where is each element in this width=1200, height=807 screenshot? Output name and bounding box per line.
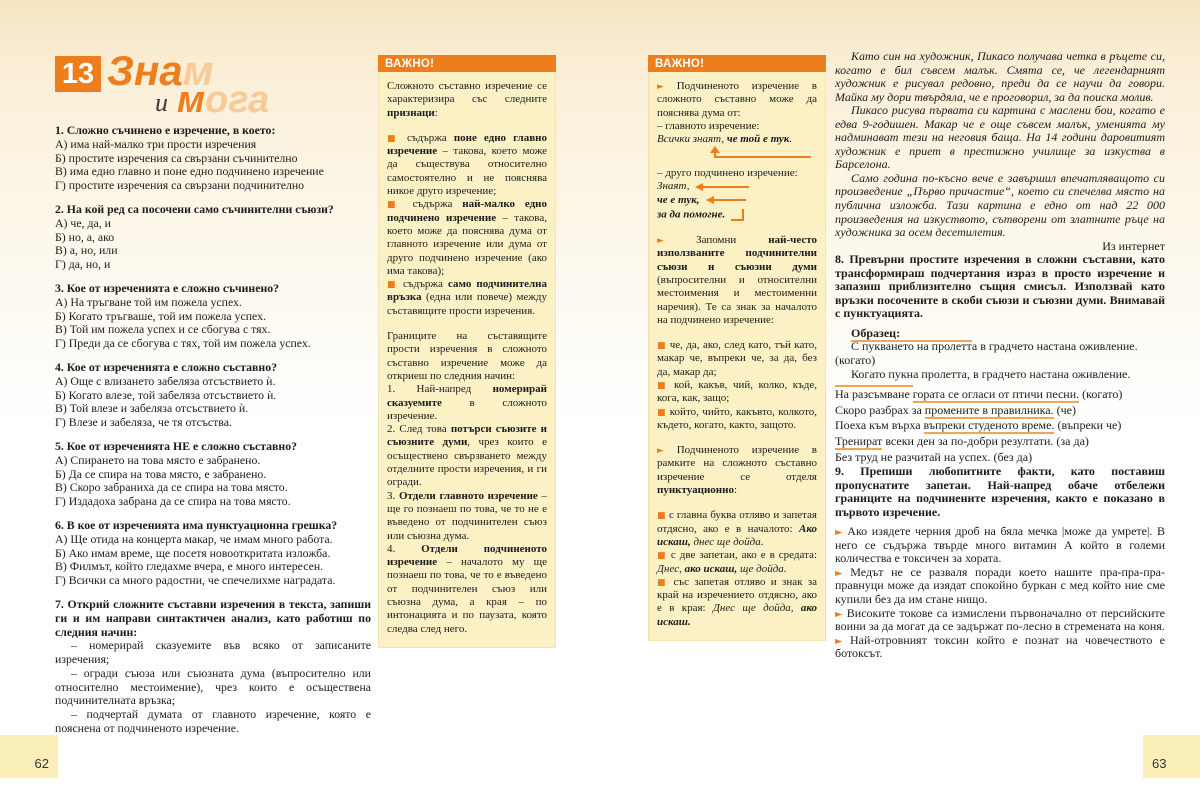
text-run: гората се огласи от птичи песни.	[912, 387, 1080, 402]
exercise-option: Б) Ако имам време, ще посетя новооткритата изложба.	[55, 545, 331, 560]
exercise-instruction-item: – номерирай сказуемите във всяко от записаните изречения;	[55, 638, 371, 667]
exercise-option: Г) простите изречения са свързани подчинително	[55, 178, 305, 193]
text-run: в сложното изречение.	[387, 396, 547, 422]
exercise-option: Г) Преди да се сбогува с тях, той им пожела успех.	[55, 336, 311, 351]
text-run: за да помогне.	[657, 208, 726, 221]
note-bullet	[657, 576, 817, 629]
text-run: че е тук,	[657, 193, 700, 206]
text-run: промените в правилника.	[924, 402, 1054, 417]
text-run: Подчиненото изречение в сложното съставно може да пояснява дума от:	[657, 80, 817, 119]
text-run: Медът не се разваля поради което нашите пра-пра-пра-правнуци може да изядат спокойно буркан с мед който ние сме купили без да им стане нищо.	[835, 564, 1165, 607]
example-clause-line	[657, 208, 817, 222]
exercise-option: Б) Да се спира на това място, е забранено.	[55, 466, 267, 481]
text-run: :	[733, 484, 738, 497]
text-run: (въпросителни и относителни местоимения и местоименни наречия). Те са знак за началото на подчинено изречение:	[657, 273, 817, 326]
exercise-option: А) че, да, и	[55, 215, 111, 230]
text-run: всеки ден за по-добри резултати. (за да)	[882, 433, 1089, 448]
note-paragraph	[657, 167, 817, 180]
example-sentence	[657, 133, 817, 147]
important-box-1	[378, 55, 556, 648]
exercise-1	[55, 124, 371, 193]
text-run: – такова, което може да съществува относително самостоятелно и не пояснява никое друго изречение;	[387, 145, 547, 198]
list-marker-icon: ■	[657, 380, 674, 391]
exercise-title: 3. Кое от изреченията е сложно съчинено?	[55, 280, 280, 295]
text-run: , чрез които е осъществено свързването между отделните прости изречения, и ги огради.	[387, 436, 547, 489]
list-marker-icon: ■	[657, 577, 674, 588]
exercise-instruction-item: – подчертай думата от главното изречение, която е пояснена от подчиненото изречение.	[55, 707, 371, 736]
important-box-body	[648, 72, 826, 641]
text-run: Отдели главното изречение	[398, 489, 538, 502]
text-run: (една или повече) между съставящите прости изречения.	[387, 291, 547, 317]
exercise-6	[55, 519, 371, 588]
text-run: че, да, ако, след като, тъй като, макар че, въпреки че, за да, без да, макар да;	[657, 339, 817, 378]
list-marker-icon: ■	[657, 407, 670, 418]
exercise-option: В) а, но, или	[55, 243, 118, 258]
exercise-option: Г) да, но, и	[55, 257, 111, 272]
list-marker-icon: ►	[835, 527, 848, 539]
transform-sentence	[835, 450, 1165, 466]
text-run: че той е тук	[726, 133, 790, 146]
logo-text: Зна	[107, 47, 183, 94]
text-run: Високите токове са измислени първоначално от персийските воини за да могат да се задържат по-лесно в стремената на коня.	[835, 605, 1166, 634]
list-marker-icon: ■	[657, 511, 669, 522]
text-run: днес ще дойда.	[690, 535, 764, 548]
text-run: – началото му ще познаеш по това, че то е въведено от подчинителен съюз или съюзна дума, а края – по интонацията и по паузата, която следва след него.	[387, 556, 547, 635]
note-bullet	[657, 509, 817, 549]
logo-text: м	[182, 47, 214, 94]
note-paragraph	[657, 80, 817, 120]
transform-sentence	[835, 387, 1165, 403]
text-run: с главна буква отляво и запетая отдясно, ако е в началото:	[657, 509, 817, 535]
text-run: – главното изречение:	[657, 119, 760, 132]
exercise-option: Б) простите изречения са свързани съчинително	[55, 150, 298, 165]
exercise-3	[55, 282, 371, 351]
page-number-right: 63	[1143, 735, 1200, 778]
exercise-4	[55, 361, 371, 430]
reading-paragraph: Само година по-късно вече е завършил впечатляващото си произведение „Първо причастие“, което си спечелва място на публична изложба. Тази картина е едно от над 22 000 произведения на изкуството, сътворени от златните ръце на художника за осем десетилетия.	[835, 170, 1165, 240]
text-run: пунктуационно	[657, 484, 734, 497]
note-bullet	[387, 278, 547, 318]
text-run: (когато)	[1079, 387, 1123, 402]
note-paragraph	[657, 120, 817, 133]
note-paragraph	[657, 234, 817, 327]
note-bullet	[657, 379, 817, 406]
important-box-header: ВАЖНО!	[378, 55, 556, 72]
list-marker-icon: ■	[657, 341, 670, 352]
text-run: На разсъмване	[835, 387, 913, 402]
exercise-instruction-item: – огради съюза или съюзната дума (въпросително или относително местоимение), чрез които е осъществена подчинителната връзка;	[55, 665, 371, 708]
example-clause	[657, 208, 725, 220]
logo-word-moga	[177, 78, 269, 122]
text-run: кой, какъв, чий, колко, къде, кога, как, защо;	[657, 378, 817, 405]
text-run: Ако изядете черния дроб на бяла мечка |може да умрете|. В него се съдържа твърде много витамин А който в големи количества е токсичен за хората.	[835, 524, 1165, 566]
logo-word-i: и	[155, 88, 168, 117]
text-run: Днес,	[657, 562, 685, 575]
text-run: Най-отровният токсин който е познат на човечеството е ботоксът.	[835, 632, 1165, 661]
exercise-title: 2. На кой ред са посочени само съчинителни съюзи?	[55, 201, 334, 216]
text-run: със запетая отляво и знак за край на изречението отдясно, ако е в края:	[657, 575, 817, 615]
fact-item	[835, 634, 1165, 661]
text-run: ще дойда.	[737, 562, 787, 575]
text-run: номерирай сказуемите	[387, 383, 547, 409]
text-run: 1. Най-напред	[387, 383, 493, 396]
exercise-option: В) Скоро забраниха да се спира на това място.	[55, 480, 288, 495]
important-box-body	[378, 72, 556, 648]
transform-sentence	[835, 418, 1165, 434]
text-run: – ще го познаеш по това, че то не е въведено от подчинителен съюз или съюзна дума.	[387, 489, 548, 542]
exercise-7	[55, 598, 371, 736]
list-marker-icon: ►	[835, 567, 851, 579]
page-number-left: 62	[0, 735, 58, 778]
fact-item	[835, 525, 1165, 566]
logo-text: ога	[205, 79, 270, 121]
sample-conjunction: (когато)	[835, 353, 876, 368]
text-run: Сложното съставно изречение се характеризира със следните	[387, 80, 547, 106]
transform-sentence	[835, 403, 1165, 419]
exercise-9-title: 9. Препиши любопитните факти, като поставиш пропуснатите запетаи. Най-напред обаче отбележи границите на подчинените изречения, както е показано в първото изречение.	[835, 464, 1165, 519]
list-marker-icon: ■	[387, 200, 413, 211]
note-paragraph	[657, 444, 817, 497]
list-marker-icon: ■	[387, 133, 407, 144]
text-run: 2. След това	[387, 423, 451, 436]
text-run: Всички знаят,	[657, 133, 727, 146]
example-clause	[657, 180, 689, 192]
list-marker-icon: ►	[657, 446, 677, 457]
exercise-option: Б) Когато тръгваше, той им пожела успех.	[55, 308, 266, 323]
exercise-title: 4. Кое от изреченията е сложно съставно?	[55, 359, 278, 374]
text-run: Поеха към върха	[835, 418, 924, 433]
note-bullet	[387, 198, 547, 278]
exercise-option: В) Той влезе и забеляза отсъствието ѝ.	[55, 401, 249, 416]
text-run: с две запетаи, ако е в средата:	[670, 549, 817, 562]
sample-answer: Когато пукна пролетта, в градчето настана оживление.	[851, 366, 1131, 381]
reading-source: Из интернет	[1102, 238, 1165, 253]
text-run: Тренират	[835, 433, 883, 448]
important-box-2	[648, 55, 826, 641]
text-run: въпреки студеното време.	[923, 418, 1055, 433]
sample-label-line	[835, 327, 1165, 341]
exercise-option: А) Още с влизането забеляза отсъствието ѝ.	[55, 373, 276, 388]
arrow-left-icon	[693, 182, 751, 192]
text-run: най-малко едно подчинено изречение	[387, 198, 548, 224]
sample-label: Образец:	[851, 326, 972, 342]
exercise-option: А) има най-малко три прости изречения	[55, 136, 257, 151]
exercise-option: Г) Издадоха забрана да се спира на това място.	[55, 494, 291, 509]
list-marker-icon: ►	[657, 82, 677, 92]
arrow-left-icon	[704, 195, 748, 205]
text-run: – друго подчинено изречение:	[657, 166, 798, 179]
text-run: Днес ще дойда,	[712, 602, 801, 615]
exercise-option: А) На тръгване той им пожела успех.	[55, 294, 242, 309]
example-clause-line	[657, 194, 817, 208]
exercise-title: 7. Открий сложните съставни изречения в текста, запиши ги и им направи синтактичен анализ, като работиш по следния начин:	[55, 596, 371, 639]
exercise-option: Г) Влезе и забеляза, че тя отсъства.	[55, 415, 232, 430]
important-box-header: ВАЖНО!	[648, 55, 826, 72]
note-step	[387, 383, 547, 423]
text-run: – такова, което може да пояснява дума от главното изречение или дума от друго подчинено изречение (ако има такова);	[387, 211, 547, 277]
reading-paragraph: Пикасо рисува първата си картина с маслени бои, когато е едва 9-годишен. Макар че е още съвсем малък, уменията му надминават тези на неговия баща. На 14 години даровитият художник е приет в престижно училище за изкуства в Барселона.	[835, 103, 1165, 172]
list-marker-icon: ►	[835, 635, 850, 647]
right-page-column	[835, 50, 1165, 661]
text-run: съдържа	[412, 198, 463, 211]
text-run: (че)	[1053, 402, 1076, 417]
note-step	[387, 543, 547, 636]
text-run: Запомни	[696, 234, 769, 247]
exercise-option: В) има едно главно и поне едно подчинено изречение	[55, 164, 324, 179]
text-run: най-често използваните подчинителни съюзи и съюзни думи	[657, 234, 817, 273]
logo-text: м	[177, 79, 206, 121]
exercise-title: 5. Кое от изреченията НЕ е сложно съставно?	[55, 438, 298, 453]
lesson-number-badge: 13	[55, 56, 101, 92]
exercise-title: 1. Сложно съчинено е изречение, в което:	[55, 123, 276, 137]
exercise-option: В) Филмът, който гледахме вчера, е много интересен.	[55, 559, 324, 574]
text-run: Ако искаш,	[657, 522, 817, 548]
text-run: който, чийто, какъвто, колкото, където, когато, както, защото.	[657, 405, 817, 431]
exercise-option: А) Ще отида на концерта макар, че имам много работа.	[55, 531, 333, 546]
text-run: потърси съюзите и съюзните думи	[387, 423, 547, 449]
text-run: поне едно главно изречение	[387, 131, 547, 158]
exercise-8-title: 8. Превърни простите изречения в сложни съставни, като трансформираш подчертания израз в просто изречение и запазиш приблизително същия смисъл. Използвай като връзки посочените в скоби съюзи и съюзни думи. Внимавай с пунктуацията.	[835, 252, 1165, 321]
example-clause-line	[657, 180, 817, 194]
exercise-option: Г) Всички са много радостни, че спечелихме наградата.	[55, 573, 336, 588]
text-run: Подчиненото изречение в рамките на сложното съставно изречение се отделя	[657, 444, 817, 483]
transform-sentence	[835, 434, 1165, 450]
note-paragraph	[387, 80, 547, 120]
lesson-logo	[55, 47, 371, 121]
fact-item	[835, 607, 1165, 634]
note-bullet	[657, 339, 817, 379]
exercise-title: 6. В кое от изреченията има пунктуационна грешка?	[55, 517, 338, 532]
text-run: Без труд не разчитай на успех. (без да)	[835, 449, 1033, 464]
list-marker-icon: ►	[657, 236, 697, 247]
fact-item	[835, 566, 1165, 607]
list-marker-icon: ■	[657, 551, 671, 562]
exercise-5	[55, 440, 371, 509]
text-run: 4.	[387, 542, 422, 555]
text-run: Скоро разбрах за	[835, 402, 925, 417]
left-page-column	[55, 47, 371, 746]
note-bullet	[387, 132, 547, 198]
list-marker-icon: ■	[387, 280, 404, 291]
text-run: съдържа	[406, 131, 454, 144]
note-bullet	[657, 406, 817, 433]
text-run: Границите на съставящите прости изречения в сложното съставно изречение може да откриеш по следния начин:	[387, 330, 547, 382]
reading-paragraph: Като син на художник, Пикасо получава четка в ръцете си, когато е бил съвсем малък. Смята се, че легендарният художник е рисувал редовно, преди да се научи да говори. Майка му дори твърдяла, че е проговорил, за да поиска молив.	[835, 49, 1165, 104]
text-run: (въпреки че)	[1054, 418, 1122, 433]
text-run: Отдели подчиненото изречение	[387, 542, 547, 569]
example-clause	[657, 194, 700, 206]
exercise-option: Б) но, а, ако	[55, 229, 115, 244]
exercise-option: А) Спирането на това място е забранено.	[55, 452, 261, 467]
text-run: .	[789, 133, 793, 146]
text-run: :	[434, 106, 438, 119]
exercise-option: В) Той им пожела успех и се сбогува с тях.	[55, 322, 271, 337]
text-run: признаци	[387, 106, 435, 119]
text-run: само подчинителна връзка	[387, 278, 548, 304]
text-run: съдържа	[403, 278, 448, 291]
text-run: ако искаш.	[657, 602, 817, 628]
arrow-to-main-clause-icon	[663, 146, 823, 161]
note-paragraph	[387, 330, 547, 383]
list-marker-icon: ►	[835, 608, 847, 620]
text-run: ако искаш,	[684, 562, 738, 575]
arrow-elbow-up-icon	[729, 208, 749, 222]
sample-sentence: С пукването на пролетта в градчето настана оживление.	[851, 339, 1138, 354]
note-step	[387, 423, 547, 489]
exercise-option: Б) Когато влезе, той забеляза отсъствието ѝ.	[55, 387, 277, 402]
text-run: Знаят,	[657, 180, 690, 193]
text-run: 3.	[387, 489, 399, 502]
note-bullet	[657, 549, 817, 576]
note-step	[387, 490, 547, 543]
exercise-2	[55, 203, 371, 272]
